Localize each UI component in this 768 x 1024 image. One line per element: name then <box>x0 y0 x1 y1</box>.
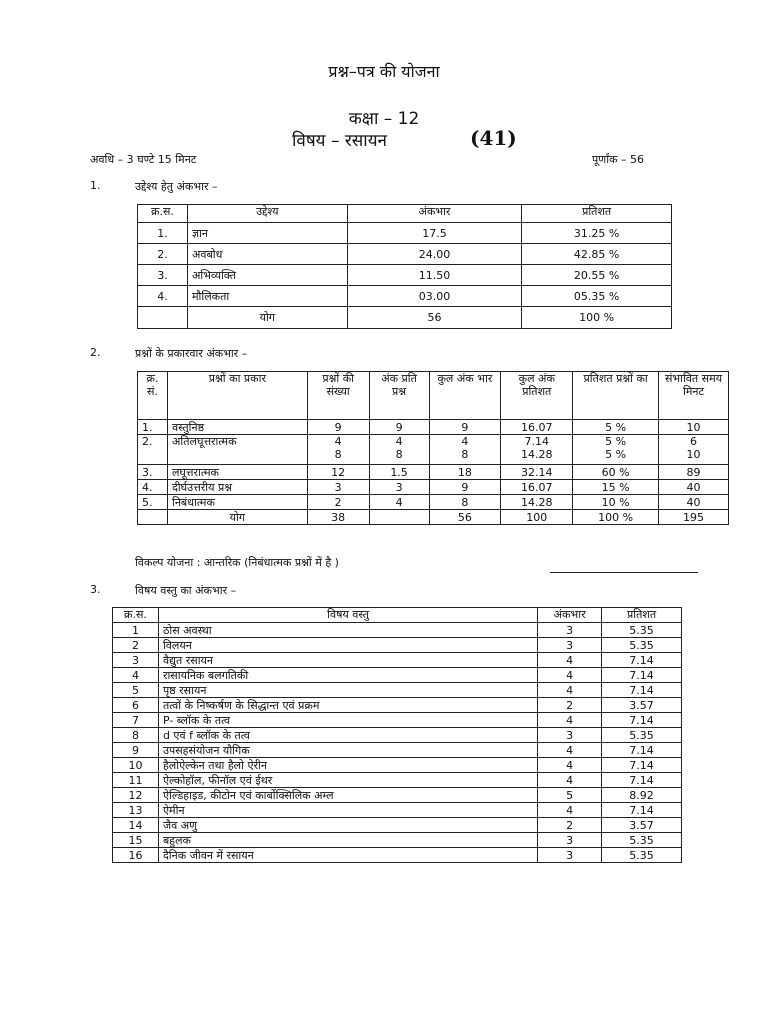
table-cell: 7.14 <box>602 683 682 698</box>
table-cell: 10 <box>659 420 729 435</box>
table-cell: 5.35 <box>602 728 682 743</box>
table-cell: 9 <box>429 420 501 435</box>
table-cell: d एवं f ब्लॉक के तत्व <box>158 728 537 743</box>
signature-line <box>550 572 698 573</box>
table-row <box>113 638 682 653</box>
table-cell: 14 <box>113 818 159 833</box>
table-cell: 100 % <box>573 510 659 525</box>
table-cell: वस्तुनिष्ठ <box>167 420 307 435</box>
table-cell: अभिव्यक्ति <box>187 265 347 286</box>
table-cell: 3 <box>538 833 602 848</box>
table-cell: 4 <box>538 758 602 773</box>
table-row <box>113 848 682 863</box>
table-cell: अतिलघूत्तरात्मक <box>167 435 307 465</box>
table-cell: वैद्युत रसायन <box>158 653 537 668</box>
table-header: प्रतिशत <box>522 205 672 223</box>
table-cell: 3. <box>138 265 188 286</box>
table-cell: 5.35 <box>602 623 682 638</box>
table-cell: 4 <box>538 743 602 758</box>
max-marks: पूर्णांक – 56 <box>592 153 644 166</box>
table-cell: 4. <box>138 286 188 307</box>
table-cell: 9 <box>113 743 159 758</box>
table-cell: 4 8 <box>429 435 501 465</box>
table-header: संभावित समय मिनट <box>659 372 729 420</box>
table-row <box>138 265 672 286</box>
table-cell: 03.00 <box>347 286 522 307</box>
table-cell: ऐल्कोहॉल, फीनॉल एवं ईथर <box>158 773 537 788</box>
table-cell: 3.57 <box>602 818 682 833</box>
table-cell: 13 <box>113 803 159 818</box>
table-cell: 2 <box>113 638 159 653</box>
table-row <box>138 223 672 244</box>
table-total-row <box>138 307 672 329</box>
table-cell: 3.57 <box>602 698 682 713</box>
section1-heading: उद्देश्य हेतु अंकभार – <box>135 180 218 193</box>
section3-heading: विषय वस्तु का अंकभार – <box>135 584 237 597</box>
table-cell: 4 <box>538 653 602 668</box>
table-header: कुल अंक प्रतिशत <box>501 372 573 420</box>
table-row <box>113 833 682 848</box>
table-cell: 2 <box>538 698 602 713</box>
table-row <box>113 728 682 743</box>
table-cell <box>369 510 429 525</box>
table-cell: 14.28 <box>501 495 573 510</box>
table-cell: 3. <box>138 465 168 480</box>
table-cell: 7.14 <box>602 653 682 668</box>
table-cell: 8 <box>429 495 501 510</box>
table-row <box>113 623 682 638</box>
table-cell: 24.00 <box>347 244 522 265</box>
table-cell: 6 <box>113 698 159 713</box>
table-cell: 12 <box>307 465 369 480</box>
table-cell: 3 <box>538 728 602 743</box>
table-cell: दीर्घउत्तरीय प्रश्न <box>167 480 307 495</box>
table-header: क्र.स. <box>113 608 159 623</box>
table-total-row <box>138 510 729 525</box>
table-cell: ऐल्डिहाइड, कीटोन एवं कार्बोक्सिलिक अम्ल <box>158 788 537 803</box>
table-cell: 2 <box>538 818 602 833</box>
table-row <box>113 698 682 713</box>
table-cell: 15 % <box>573 480 659 495</box>
table-cell: 15 <box>113 833 159 848</box>
table-row <box>113 803 682 818</box>
table-cell: रासायनिक बलगतिकी <box>158 668 537 683</box>
table-cell: 2 <box>307 495 369 510</box>
table-header: प्रतिशत <box>602 608 682 623</box>
section2-heading: प्रश्नों के प्रकारवार अंकभार – <box>135 347 248 360</box>
table-row <box>113 758 682 773</box>
table-cell: 4 <box>369 495 429 510</box>
table-cell: 7.14 14.28 <box>501 435 573 465</box>
table-header: प्रश्नों का प्रकार <box>167 372 307 420</box>
duration: अवधि – 3 घण्टे 15 मिनट <box>90 153 197 166</box>
table-cell: विलयन <box>158 638 537 653</box>
table-cell: 17.5 <box>347 223 522 244</box>
table-cell: 32.14 <box>501 465 573 480</box>
table-cell: 6 10 <box>659 435 729 465</box>
table-cell: जैव अणु <box>158 818 537 833</box>
total-label: योग <box>187 307 347 329</box>
table-row <box>113 773 682 788</box>
table-cell: 56 <box>347 307 522 329</box>
table-cell: 7.14 <box>602 758 682 773</box>
table-row <box>113 743 682 758</box>
table-cell: 2. <box>138 244 188 265</box>
table-cell: 1. <box>138 420 168 435</box>
table-cell: अवबोध <box>187 244 347 265</box>
table-cell: 7.14 <box>602 773 682 788</box>
table-cell: 05.35 % <box>522 286 672 307</box>
table-cell: 195 <box>659 510 729 525</box>
table-cell: 7.14 <box>602 803 682 818</box>
table-cell: 8.92 <box>602 788 682 803</box>
table-cell: 7.14 <box>602 668 682 683</box>
table-cell: 4 <box>538 803 602 818</box>
table-cell: 18 <box>429 465 501 480</box>
table-cell: 7.14 <box>602 743 682 758</box>
table-cell: 40 <box>659 480 729 495</box>
table-cell: तत्वों के निष्कर्षण के सिद्धान्त एवं प्रक्रम <box>158 698 537 713</box>
table-row <box>138 420 729 435</box>
table-cell: दैनिक जीवन में रसायन <box>158 848 537 863</box>
table-cell: 4 8 <box>307 435 369 465</box>
table-cell: पृष्ठ रसायन <box>158 683 537 698</box>
table-header: क्र. सं. <box>138 372 168 420</box>
table-cell: 11 <box>113 773 159 788</box>
table-cell: 3 <box>538 638 602 653</box>
table-cell: 7 <box>113 713 159 728</box>
table-cell: 60 % <box>573 465 659 480</box>
table-cell: 1 <box>113 623 159 638</box>
objective-weightage-table <box>137 204 672 329</box>
table-cell: 3 <box>538 848 602 863</box>
table-cell: बहुलक <box>158 833 537 848</box>
table-header: अंकभार <box>347 205 522 223</box>
table-cell: 10 <box>113 758 159 773</box>
table-row <box>113 668 682 683</box>
subject-code: (41) <box>470 126 517 150</box>
table-cell: 16.07 <box>501 420 573 435</box>
table-header: विषय वस्तु <box>158 608 537 623</box>
table-header: क्र.स. <box>138 205 188 223</box>
class-line: कक्षा – 12 <box>348 109 420 129</box>
table-header: प्रतिशत प्रश्नों का <box>573 372 659 420</box>
table-cell: 5.35 <box>602 848 682 863</box>
table-cell: ठोस अवस्था <box>158 623 537 638</box>
table-row <box>113 653 682 668</box>
table-cell: 3 <box>307 480 369 495</box>
table-cell: 38 <box>307 510 369 525</box>
table-cell: 40 <box>659 495 729 510</box>
table-header: अंकभार <box>538 608 602 623</box>
table-cell: 4 <box>538 668 602 683</box>
table-row <box>138 495 729 510</box>
table-row <box>138 465 729 480</box>
table-cell: 4 <box>538 683 602 698</box>
section3-number: 3. <box>90 583 101 596</box>
table-cell: 1. <box>138 223 188 244</box>
table-cell: निबंधात्मक <box>167 495 307 510</box>
table-cell: 16 <box>113 848 159 863</box>
table-cell: 8 <box>113 728 159 743</box>
table-cell: 5. <box>138 495 168 510</box>
table-header: कुल अंक भार <box>429 372 501 420</box>
table-cell: 5 % <box>573 420 659 435</box>
table-row <box>138 480 729 495</box>
table-cell: 5 <box>538 788 602 803</box>
table-row <box>138 244 672 265</box>
table-row <box>113 788 682 803</box>
table-cell: 5 <box>113 683 159 698</box>
table-cell: 12 <box>113 788 159 803</box>
table-cell: 7.14 <box>602 713 682 728</box>
table-cell: 4. <box>138 480 168 495</box>
section1-number: 1. <box>90 179 101 192</box>
table-cell: 56 <box>429 510 501 525</box>
table-cell: 20.55 % <box>522 265 672 286</box>
table-cell: 3 <box>113 653 159 668</box>
table-cell: 9 <box>307 420 369 435</box>
table-cell: 3 <box>538 623 602 638</box>
table-cell: 1.5 <box>369 465 429 480</box>
table-header: अंक प्रति प्रश्न <box>369 372 429 420</box>
table-cell: 9 <box>369 420 429 435</box>
table-cell: उपसहसंयोजन यौगिक <box>158 743 537 758</box>
subject-line: विषय – रसायन <box>292 131 387 151</box>
table-cell: मौलिकता <box>187 286 347 307</box>
table-row <box>138 435 729 465</box>
section2-number: 2. <box>90 346 101 359</box>
table-cell: 16.07 <box>501 480 573 495</box>
table-row <box>113 818 682 833</box>
table-cell: 31.25 % <box>522 223 672 244</box>
table-cell: 4 8 <box>369 435 429 465</box>
table-header: उद्देश्य <box>187 205 347 223</box>
table-cell: 42.85 % <box>522 244 672 265</box>
table-cell: 5.35 <box>602 638 682 653</box>
table-cell: 5.35 <box>602 833 682 848</box>
table-cell: 11.50 <box>347 265 522 286</box>
table-row <box>138 286 672 307</box>
table-header: प्रश्नों की संख्या <box>307 372 369 420</box>
table-cell: 10 % <box>573 495 659 510</box>
table-cell: 4 <box>538 773 602 788</box>
table-cell: 100 % <box>522 307 672 329</box>
table-cell: 3 <box>369 480 429 495</box>
table-cell: 4 <box>113 668 159 683</box>
table-cell: 5 % 5 % <box>573 435 659 465</box>
option-scheme-note: विकल्प योजना : आन्तरिक (निबंधात्मक प्रश्नों में है ) <box>135 556 339 569</box>
document-title: प्रश्न–पत्र की योजना <box>328 62 440 81</box>
table-row <box>113 683 682 698</box>
table-cell: ज्ञान <box>187 223 347 244</box>
table-cell: ऐमीन <box>158 803 537 818</box>
content-weightage-table <box>112 607 682 863</box>
table-cell: हैलोऐल्केन तथा हैलो ऐरीन <box>158 758 537 773</box>
table-cell: 89 <box>659 465 729 480</box>
table-cell: 100 <box>501 510 573 525</box>
table-cell: 9 <box>429 480 501 495</box>
table-cell: 4 <box>538 713 602 728</box>
table-cell: 2. <box>138 435 168 465</box>
table-cell: P- ब्लॉक के तत्व <box>158 713 537 728</box>
table-cell: लघूत्तरात्मक <box>167 465 307 480</box>
total-label: योग <box>167 510 307 525</box>
question-type-table <box>137 371 729 525</box>
table-row <box>113 713 682 728</box>
